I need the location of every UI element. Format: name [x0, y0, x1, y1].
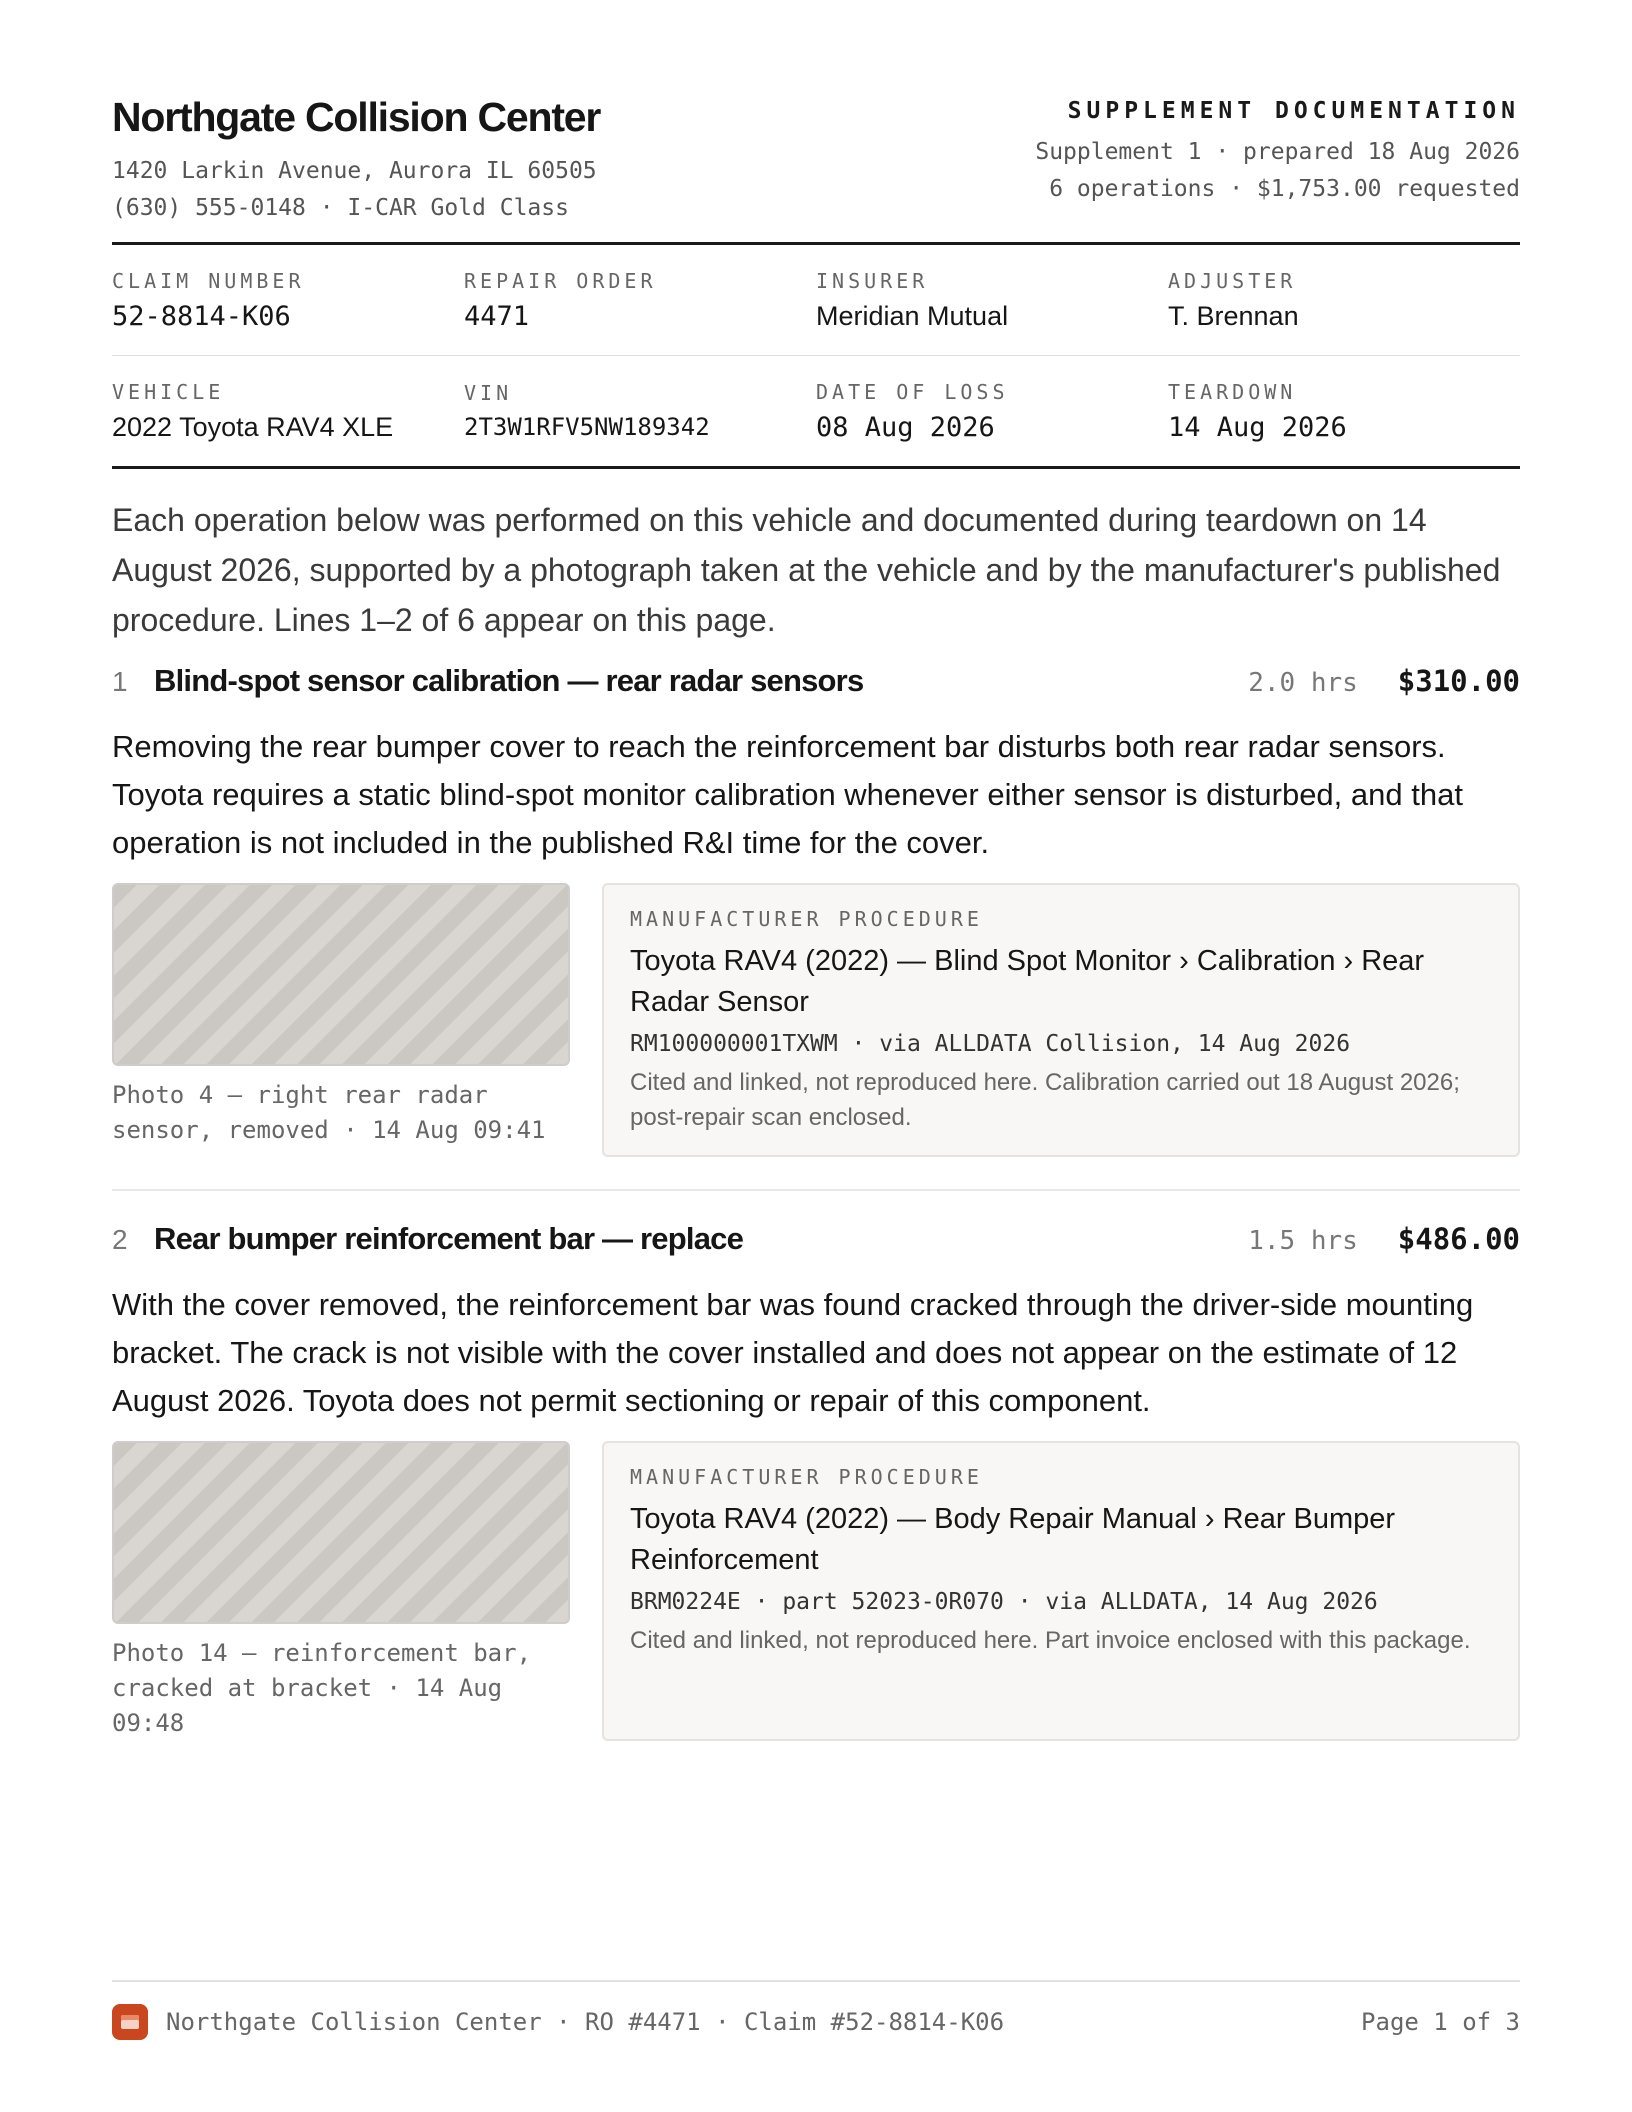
- adjuster-value: T. Brennan: [1168, 300, 1299, 331]
- meta-label: DATE OF LOSS: [816, 379, 1009, 404]
- operation-number: 2: [112, 1224, 128, 1255]
- intro-paragraph: Each operation below was performed on this vehicle and documented during teardown on 14 August 2026, supported by a photograph taken at the vehicle and by the manufacturer's published procedure. Lines 1–2 of 6 appear on this page.: [112, 502, 1501, 638]
- meta-adjuster: [1168, 269, 1520, 332]
- shop-logo-icon: [112, 2004, 148, 2040]
- footer-left: [112, 2004, 1004, 2040]
- meta-vehicle: [112, 380, 464, 443]
- operation-amount: $310.00: [1397, 664, 1520, 698]
- meta-row-claim: [112, 245, 1520, 355]
- photo-block: [112, 883, 570, 1157]
- repair-order-value: 4471: [464, 300, 530, 332]
- document-prepared: Supplement 1 · prepared 18 Aug 2026: [1035, 139, 1520, 165]
- meta-label: ADJUSTER: [1168, 268, 1297, 293]
- procedure-title[interactable]: Toyota RAV4 (2022) — Body Repair Manual › Rear Bumper Reinforcement: [630, 1503, 1396, 1576]
- meta-label: VIN: [464, 381, 513, 405]
- page-number: Page 1 of 3: [1361, 2008, 1520, 2036]
- photo-caption: Photo 4 — right rear radar sensor, removed · 14 Aug 09:41: [112, 1081, 546, 1144]
- procedure-note: Cited and linked, not reproduced here. Calibration carried out 18 August 2026; post-repair scan enclosed.: [630, 1069, 1460, 1131]
- document-header: [112, 92, 1520, 242]
- meta-label: INSURER: [816, 268, 929, 293]
- meta-row-vehicle: [112, 356, 1520, 466]
- procedure-title[interactable]: Toyota RAV4 (2022) — Blind Spot Monitor › Calibration › Rear Radar Sensor: [630, 945, 1425, 1018]
- operation-divider: [112, 1189, 1520, 1191]
- document-kind: SUPPLEMENT DOCUMENTATION: [1067, 98, 1520, 124]
- document-info: [1035, 92, 1520, 208]
- meta-teardown: [1168, 380, 1520, 443]
- procedure-label: MANUFACTURER PROCEDURE: [630, 1465, 983, 1489]
- meta-insurer: [816, 269, 1168, 332]
- operation-amount: $486.00: [1397, 1222, 1520, 1256]
- operation-title: Rear bumper reinforcement bar — replace: [154, 1221, 744, 1256]
- operation-hours: 1.5 hrs: [1248, 1226, 1358, 1256]
- operation-evidence: [112, 883, 1520, 1157]
- operation-hours: 2.0 hrs: [1248, 668, 1358, 698]
- procedure-label: MANUFACTURER PROCEDURE: [630, 907, 983, 931]
- operation-header: [112, 1221, 1520, 1275]
- operation-line: [112, 1221, 1520, 1741]
- operation-description: Removing the rear bumper cover to reach the reinforcement bar disturbs both rear radar sensors. Toyota requires a static blind-spot monitor calibration whenever either sensor is disturbed, and that operation is not included in the published R&I time for the cover.: [112, 729, 1463, 860]
- date-of-loss-value: 08 Aug 2026: [816, 411, 995, 443]
- photo-block: [112, 1441, 570, 1741]
- meta-vin: [464, 381, 816, 441]
- claim-number-value: 52-8814-K06: [112, 300, 291, 332]
- manufacturer-procedure-card: [602, 883, 1520, 1157]
- meta-date-of-loss: [816, 380, 1168, 443]
- procedure-note: Cited and linked, not reproduced here. Part invoice enclosed with this package.: [630, 1627, 1471, 1654]
- operation-line: [112, 663, 1520, 1157]
- meta-label: REPAIR ORDER: [464, 268, 657, 293]
- procedure-reference: BRM0224E · part 52023-0R070 · via ALLDATA, 14 Aug 2026: [630, 1589, 1378, 1615]
- meta-claim-number: [112, 269, 464, 332]
- vin-value: 2T3W1RFV5NW189342: [464, 413, 710, 441]
- operation-evidence: [112, 1441, 1520, 1741]
- shop-address: 1420 Larkin Avenue, Aurora IL 60505: [112, 158, 597, 184]
- procedure-reference: RM100000001TXWM · via ALLDATA Collision, 14 Aug 2026: [630, 1031, 1351, 1057]
- page-footer: [112, 1980, 1520, 2040]
- meta-label: VEHICLE: [112, 379, 225, 404]
- photo-placeholder[interactable]: [112, 1441, 570, 1624]
- vehicle-value: 2022 Toyota RAV4 XLE: [112, 411, 394, 442]
- logo-mark: [121, 2015, 139, 2029]
- operation-title: Blind-spot sensor calibration — rear radar sensors: [154, 663, 864, 698]
- teardown-value: 14 Aug 2026: [1168, 411, 1347, 443]
- shop-name: Northgate Collision Center: [112, 94, 601, 140]
- manufacturer-procedure-card: [602, 1441, 1520, 1741]
- meta-label: TEARDOWN: [1168, 379, 1297, 404]
- meta-label: CLAIM NUMBER: [112, 268, 305, 293]
- shop-contact: (630) 555-0148 · I-CAR Gold Class: [112, 195, 569, 221]
- operation-number: 1: [112, 666, 128, 697]
- footer-reference: Northgate Collision Center · RO #4471 · Claim #52-8814-K06: [166, 2008, 1005, 2036]
- operation-description: With the cover removed, the reinforcement bar was found cracked through the driver-side mounting bracket. The crack is not visible with the cover installed and does not appear on the estimate of 12 August 2026. Toyota does not permit sectioning or repair of this component.: [112, 1287, 1474, 1418]
- photo-placeholder[interactable]: [112, 883, 570, 1066]
- operation-header: [112, 663, 1520, 717]
- shop-block: [112, 92, 600, 227]
- insurer-value: Meridian Mutual: [816, 300, 1009, 331]
- meta-bottom-divider: [112, 466, 1520, 469]
- meta-repair-order: [464, 269, 816, 332]
- document-summary: 6 operations · $1,753.00 requested: [1049, 176, 1520, 202]
- photo-caption: Photo 14 — reinforcement bar, cracked at bracket · 14 Aug 09:48: [112, 1639, 532, 1737]
